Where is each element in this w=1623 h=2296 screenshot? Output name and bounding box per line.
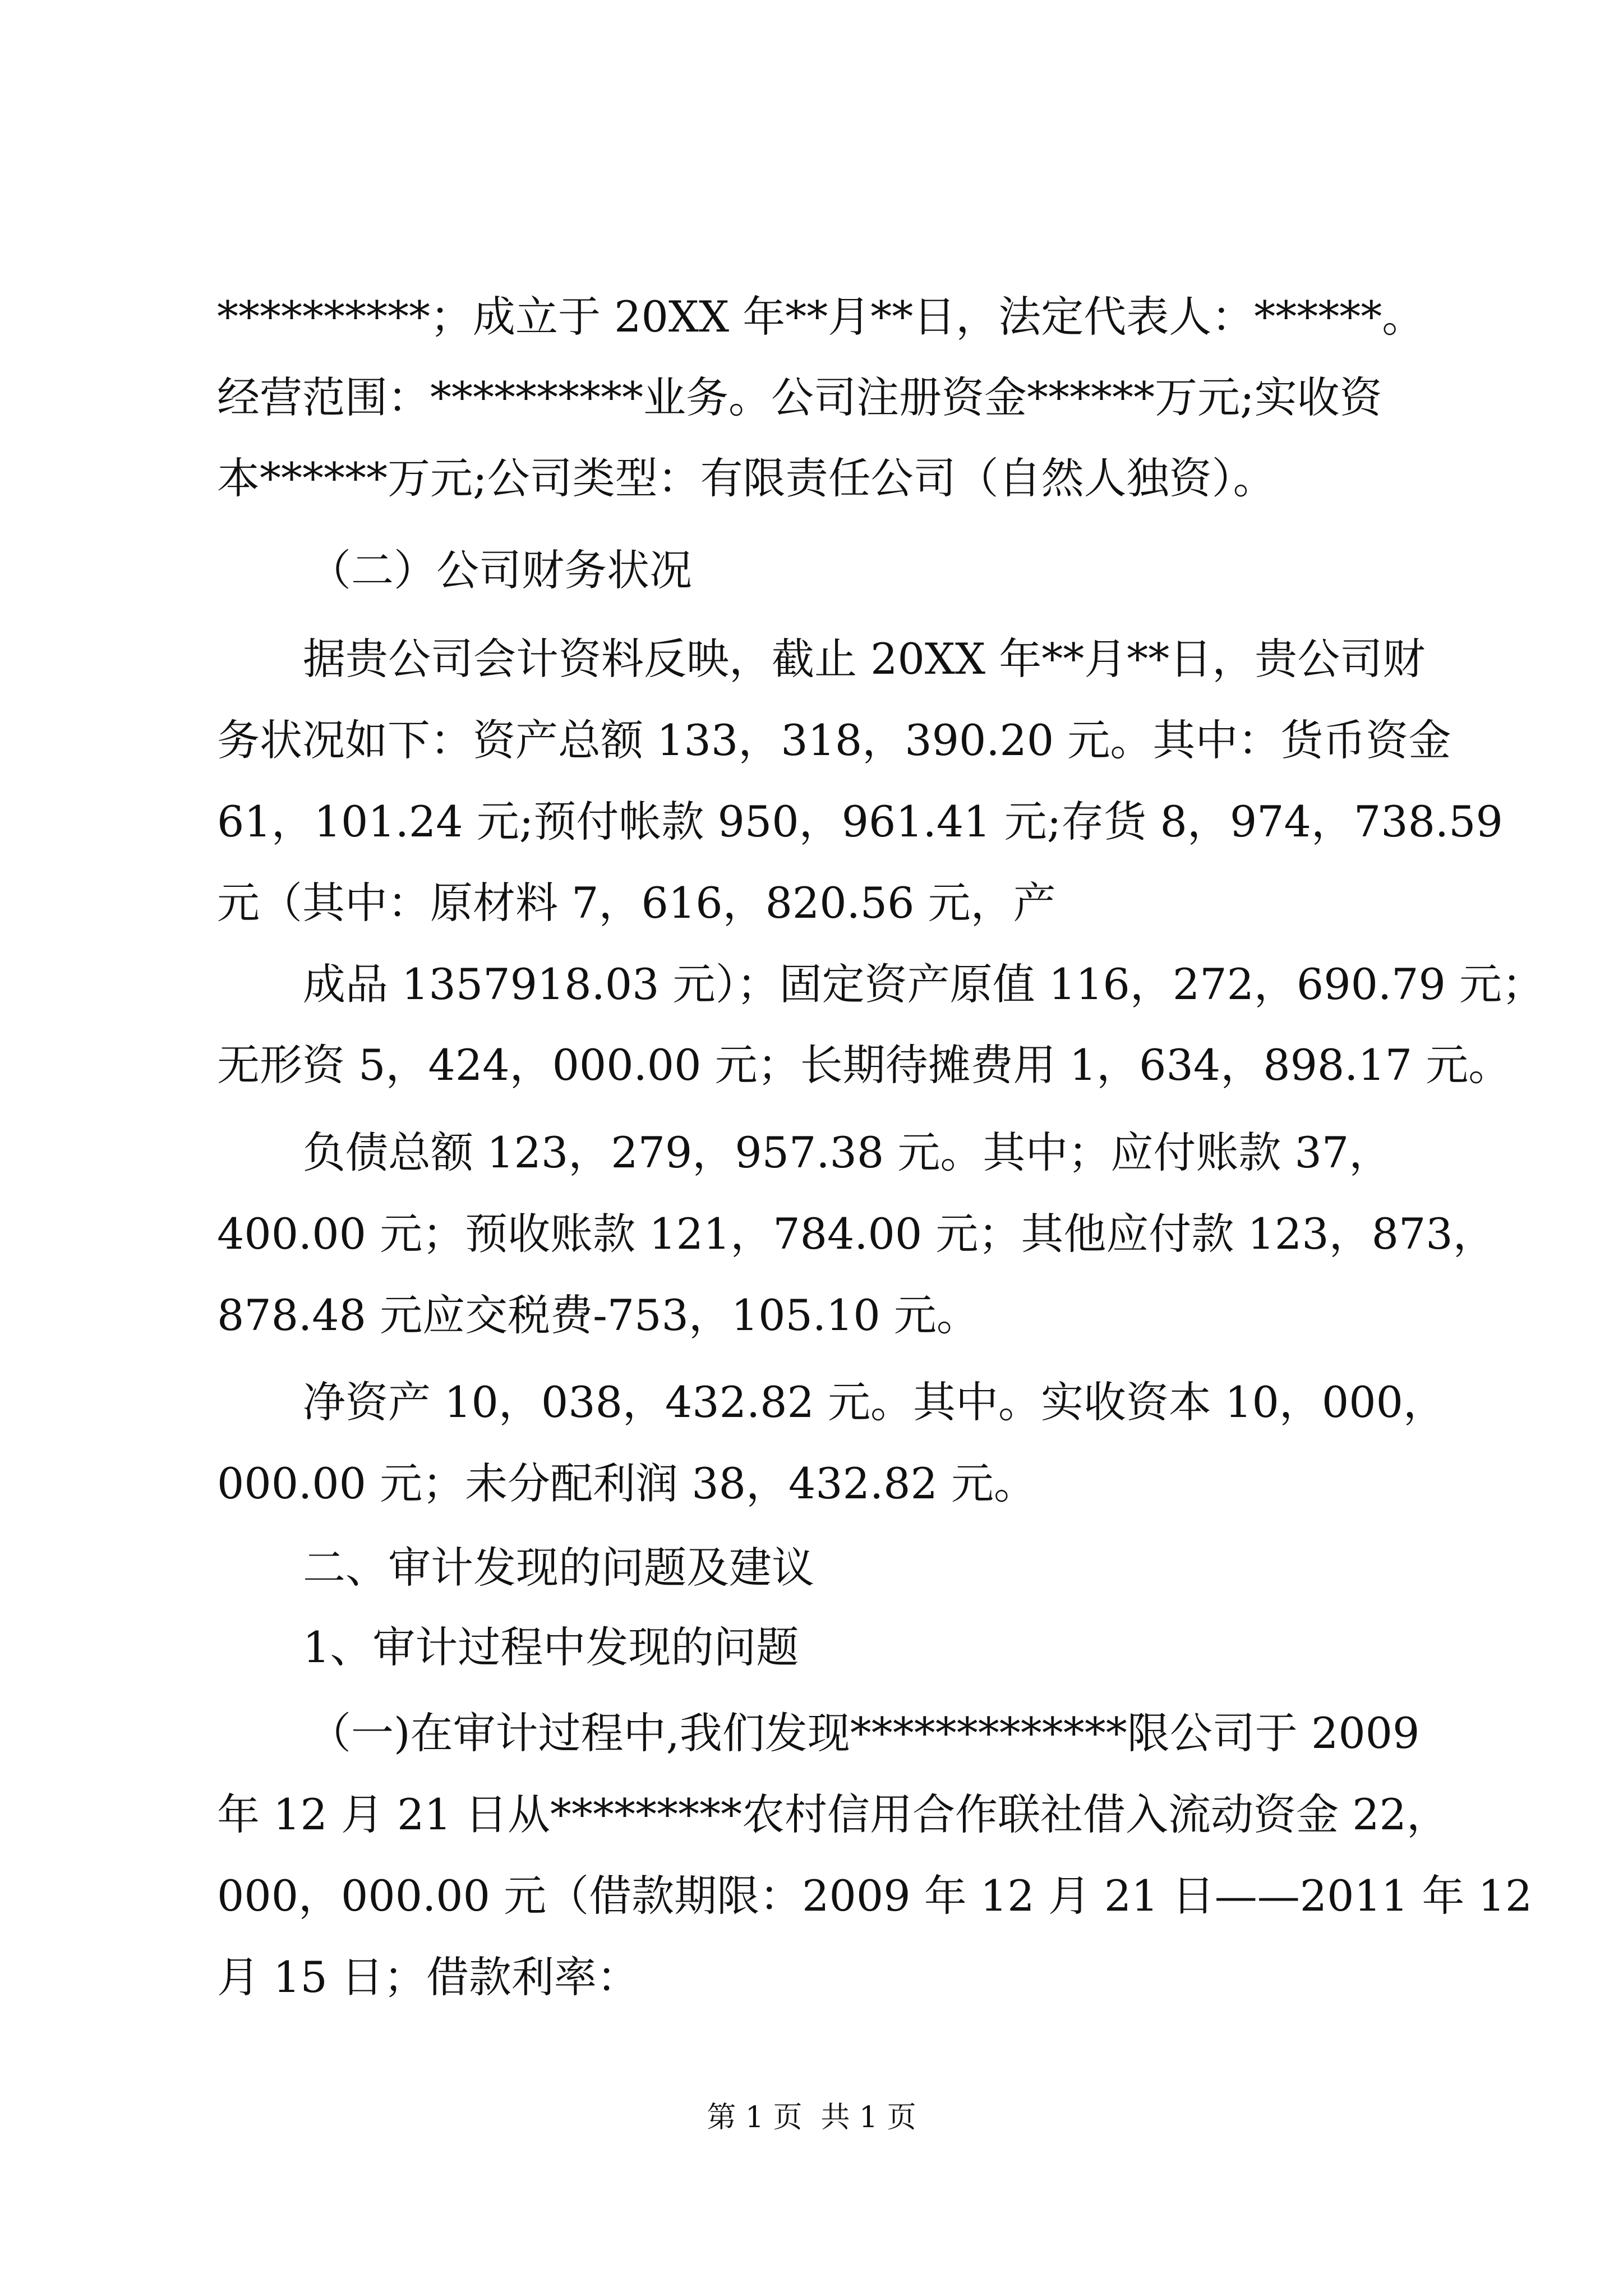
- text-line: **********；成立于 20XX 年**月**日，法定代表人：******。: [217, 292, 1425, 342]
- text-line: 年 12 月 21 日从*********农村信用合作联社借入流动资金 22，: [217, 1789, 1449, 1839]
- text-line: 务状况如下：资产总额 133，318，390.20 元。其中：货币资金: [217, 715, 1451, 765]
- text-line: 本******万元;公司类型：有限责任公司（自然人独资）。: [217, 453, 1276, 503]
- text-line: 无形资 5，424，000.00 元；长期待摊费用 1，634，898.17 元。: [217, 1040, 1511, 1090]
- text-line: 经营范围：**********业务。公司注册资金******万元;实收资: [217, 372, 1382, 422]
- text-line: （一)在审计过程中,我们发现*************限公司于 2009: [308, 1708, 1420, 1758]
- page-number-footer: 第 1 页 共 1 页: [707, 2101, 916, 2134]
- text-line: 负债总额 123，279，957.38 元。其中；应付账款 37，: [303, 1128, 1392, 1177]
- text-line: 878.48 元应交税费-753，105.10 元。: [217, 1290, 979, 1340]
- text-line: 000，000.00 元（借款期限：2009 年 12 月 21 日——2011 年 12: [217, 1871, 1533, 1921]
- section-heading: 1、审计过程中发现的问题: [303, 1622, 799, 1672]
- text-line: 月 15 日；借款利率：: [217, 1952, 640, 2002]
- section-heading: （二）公司财务状况: [308, 545, 692, 595]
- text-line: 据贵公司会计资料反映，截止 20XX 年**月**日，贵公司财: [303, 634, 1426, 684]
- section-heading: 二、审计发现的问题及建议: [303, 1543, 814, 1593]
- text-line: 元（其中：原材料 7，616，820.56 元，产: [217, 878, 1056, 928]
- text-line: 400.00 元；预收账款 121，784.00 元；其他应付款 123，873，: [217, 1209, 1496, 1259]
- text-line: 成品 1357918.03 元）；固定资产原值 116，272，690.79 元；: [303, 959, 1545, 1009]
- text-line: 净资产 10，038，432.82 元。其中。实收资本 10，000，: [303, 1377, 1446, 1427]
- text-line: 000.00 元；未分配利润 38，432.82 元。: [217, 1458, 1037, 1508]
- text-line: 61，101.24 元;预付帐款 950，961.41 元;存货 8，974，738.59: [217, 797, 1503, 846]
